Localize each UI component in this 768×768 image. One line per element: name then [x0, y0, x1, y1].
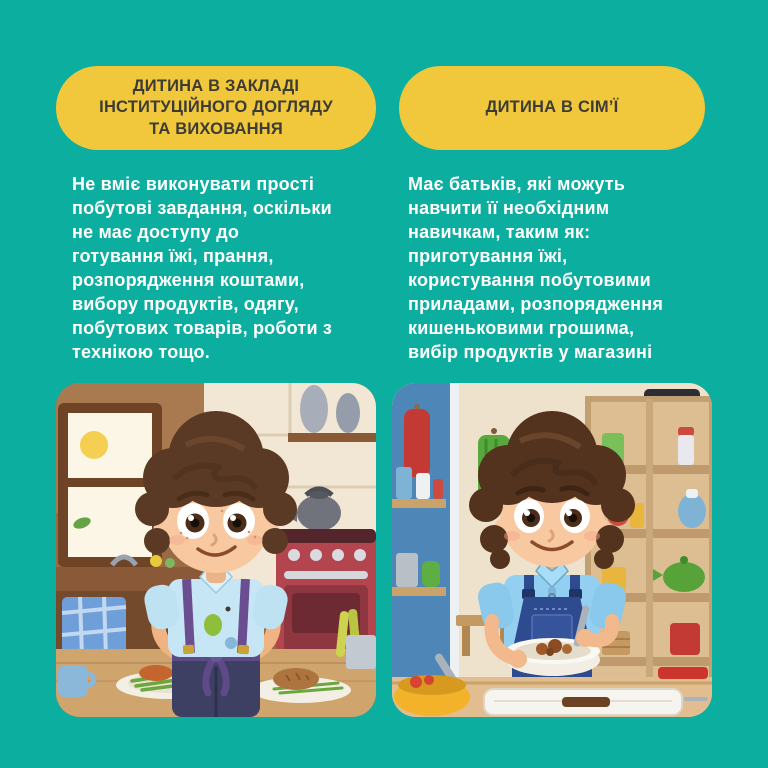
text-line: кишеньковими грошима,	[408, 318, 635, 338]
left-column	[56, 0, 376, 768]
left-column-header-badge	[56, 66, 376, 150]
text-line: приладами, розпорядження	[408, 294, 664, 314]
left-column-description	[72, 172, 372, 364]
left-illustration-graphic	[56, 383, 376, 717]
text-line: Не вміє виконувати прості	[72, 174, 315, 194]
text-line: не має доступу до	[72, 222, 240, 242]
badge-line: ДИТИНА В ЗАКЛАДІ	[132, 76, 300, 95]
text-line: навчити її необхідним	[408, 198, 610, 218]
text-line: приготування їжі,	[408, 246, 568, 266]
right-column-header-badge	[399, 66, 705, 150]
text-line: побутові завдання, оскільки	[72, 198, 332, 218]
text-line: вибір продуктів у магазині	[408, 342, 653, 362]
text-line: технікою тощо.	[72, 342, 210, 362]
text-line: розпорядження коштами,	[72, 270, 305, 290]
text-line: користування побутовими	[408, 270, 651, 290]
right-illustration	[392, 383, 712, 717]
right-illustration-graphic	[392, 383, 712, 717]
left-illustration	[56, 383, 376, 717]
text-line: готування їжі, прання,	[72, 246, 274, 266]
text-line: навичкам, таким як:	[408, 222, 591, 242]
badge-line: ТА ВИХОВАННЯ	[149, 119, 283, 138]
text-line: вибору продуктів, одягу,	[72, 294, 299, 314]
text-line: Має батьків, які можуть	[408, 174, 626, 194]
right-column-description	[408, 172, 708, 364]
badge-line: ІНСТИТУЦІЙНОГО ДОГЛЯДУ	[99, 98, 333, 117]
text-line: побутових товарів, роботи з	[72, 318, 333, 338]
right-column	[392, 0, 712, 768]
badge-line: ДИТИНА В СІМ’Ї	[485, 98, 619, 117]
